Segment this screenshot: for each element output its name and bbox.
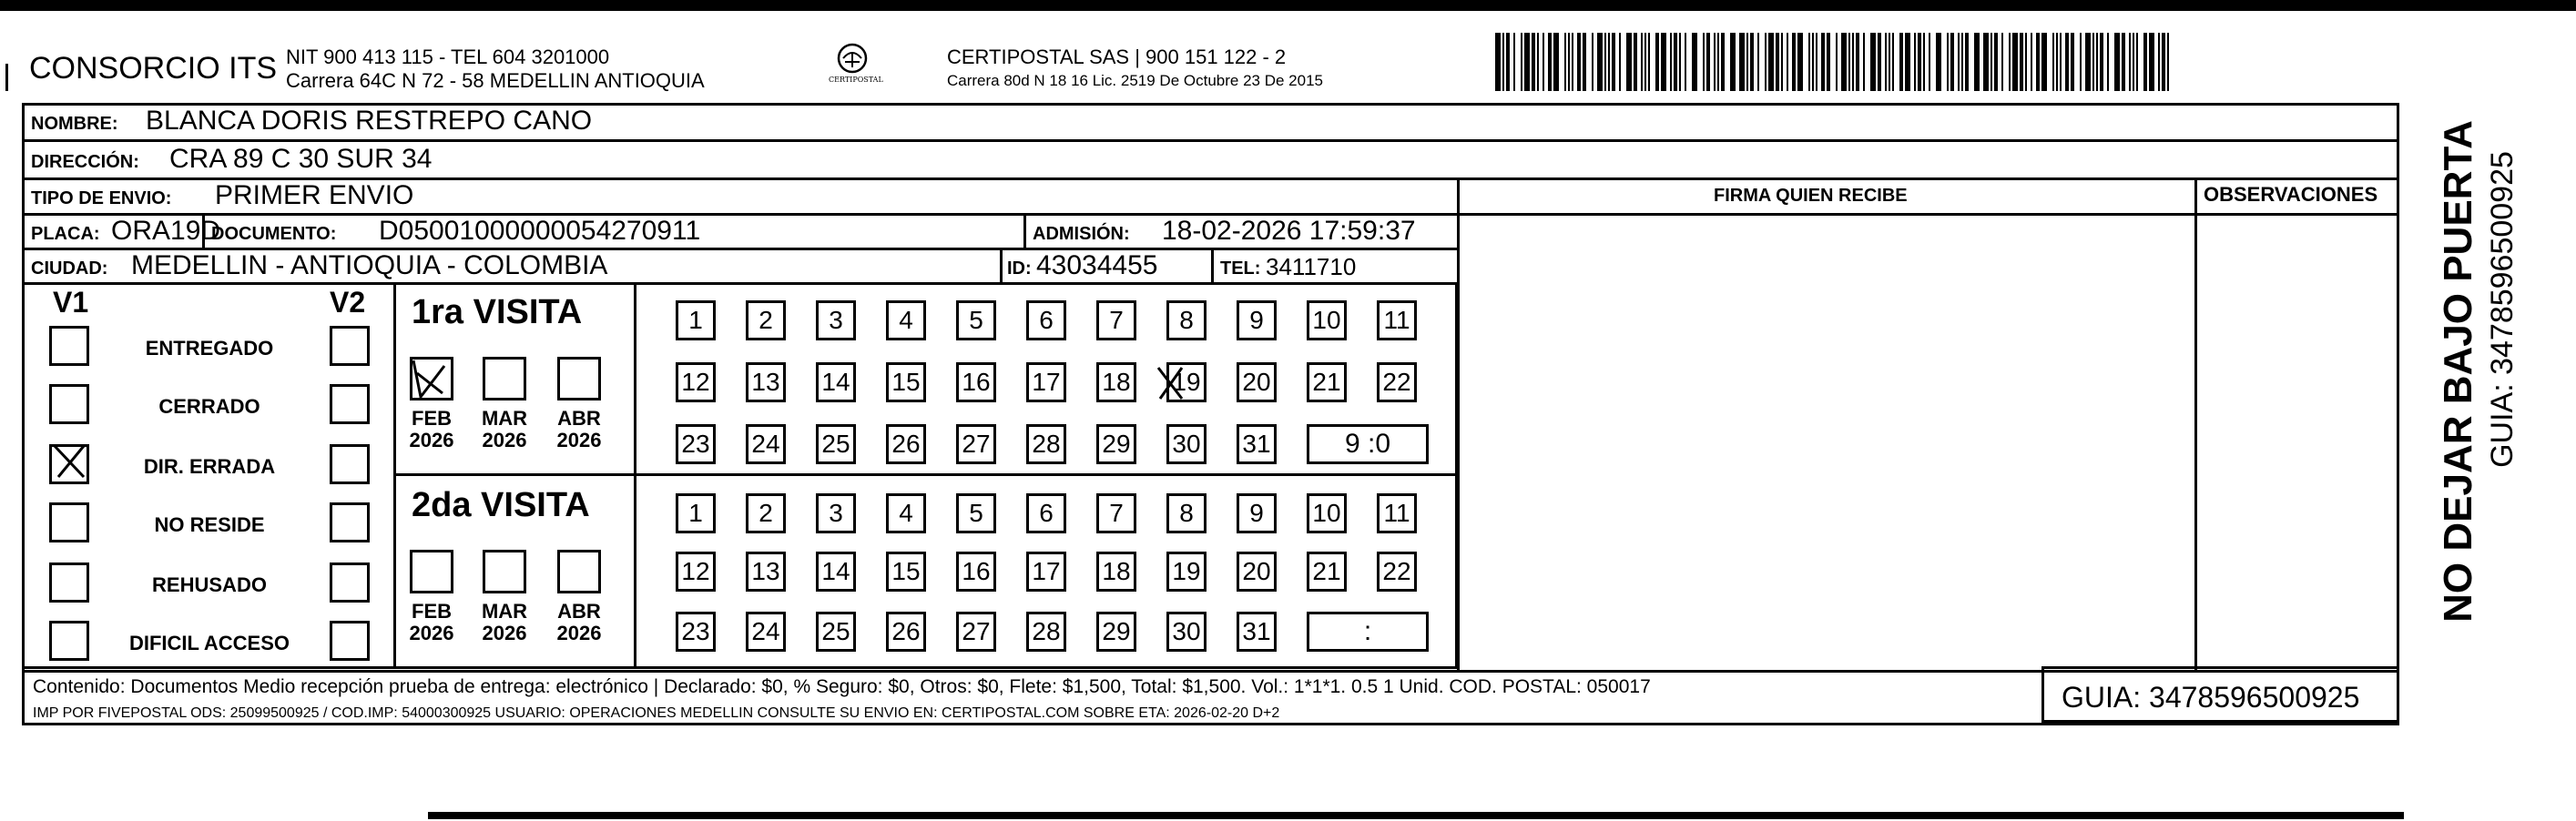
barcode-bar	[1506, 33, 1510, 91]
day-box[interactable]: 1	[676, 493, 716, 533]
day-box[interactable]: 16	[956, 552, 996, 592]
barcode-bar	[1592, 33, 1593, 91]
month-year: 2026	[482, 622, 527, 645]
barcode-bar	[2129, 33, 2131, 91]
barcode-bar	[1661, 33, 1666, 91]
day-box[interactable]: 21	[1307, 552, 1347, 592]
day-box[interactable]: 13	[746, 362, 786, 402]
ciudad-value: MEDELLIN - ANTIOQUIA - COLOMBIA	[131, 250, 608, 280]
month-label	[477, 408, 532, 451]
day-box[interactable]: 14	[816, 362, 856, 402]
col-line-tel	[1211, 248, 1214, 284]
v1-checkbox[interactable]	[49, 502, 89, 542]
barcode-bar	[1730, 33, 1736, 91]
barcode-bar	[1983, 33, 1989, 91]
barcode-bar	[1706, 33, 1710, 91]
barcode-bar	[1537, 33, 1539, 91]
barcode-bar	[1577, 33, 1581, 91]
tipo-envio-value: PRIMER ENVIO	[215, 180, 414, 210]
placa-value: ORA19D	[111, 216, 221, 246]
day-box[interactable]: 30	[1166, 612, 1207, 652]
barcode-bar	[1568, 33, 1570, 91]
barcode-bar	[1679, 33, 1681, 91]
barcode-bar	[1852, 33, 1854, 91]
barcode-bar	[2149, 33, 2154, 91]
barcode-bar	[1947, 33, 1949, 91]
barcode-bar	[1608, 33, 1610, 91]
company-address: Carrera 64C N 72 - 58 MEDELLIN ANTIOQUIA	[286, 69, 705, 92]
row-line-1	[22, 139, 2399, 142]
barcode-bar	[1746, 33, 1748, 91]
barcode-bar	[1670, 33, 1672, 91]
reason-label: REHUSADO	[152, 573, 267, 596]
barcode-bar	[1816, 33, 1817, 91]
day-box[interactable]: 6	[1026, 493, 1066, 533]
time-box-second[interactable]: :	[1307, 612, 1429, 652]
day-box[interactable]: 4	[886, 300, 926, 340]
nombre-value: BLANCA DORIS RESTREPO CANO	[146, 106, 593, 136]
barcode-bar	[2092, 33, 2094, 91]
barcode-bar	[1905, 33, 1910, 91]
barcode-bar	[1929, 33, 1930, 91]
barcode-bar	[1914, 33, 1916, 91]
barcode-bar	[1848, 33, 1850, 91]
bottom-edge-line	[428, 812, 2404, 819]
day-box[interactable]: 15	[886, 362, 926, 402]
day-box[interactable]: 26	[886, 424, 926, 464]
barcode-bar	[2036, 33, 2040, 91]
day-box[interactable]: 1	[676, 300, 716, 340]
v2-checkbox[interactable]	[330, 563, 370, 603]
footer-left-border	[22, 666, 25, 725]
footer-bottom-line	[22, 723, 2399, 725]
day-box[interactable]: 25	[816, 424, 856, 464]
day-box[interactable]: 5	[956, 300, 996, 340]
v2-label: V2	[330, 286, 366, 319]
day-box[interactable]: 6	[1026, 300, 1066, 340]
carrier-name: CERTIPOSTAL SAS | 900 151 122 - 2	[947, 46, 1287, 68]
month-name: MAR	[481, 407, 528, 430]
day-box[interactable]: 29	[1096, 612, 1136, 652]
barcode-bar	[1768, 33, 1774, 91]
barcode-bar	[1674, 33, 1677, 91]
day-box[interactable]: 7	[1096, 493, 1136, 533]
month-name: FEB	[412, 407, 452, 430]
barcode	[1495, 33, 2174, 91]
side-warning: NO DEJAR BAJO PUERTA	[2436, 120, 2480, 623]
observaciones-header: OBSERVACIONES	[2204, 183, 2378, 206]
barcode-bar	[2071, 33, 2074, 91]
day-box[interactable]: 25	[816, 612, 856, 652]
barcode-bar	[1836, 33, 1838, 91]
barcode-bar	[2136, 33, 2138, 91]
day-box[interactable]: 9	[1237, 300, 1277, 340]
barcode-bar	[1787, 33, 1788, 91]
day-box[interactable]: 18	[1096, 552, 1136, 592]
direccion-value: CRA 89 C 30 SUR 34	[169, 144, 433, 174]
day-box[interactable]: 23	[676, 612, 716, 652]
barcode-bar	[1721, 33, 1725, 91]
day-box[interactable]: 28	[1026, 612, 1066, 652]
side-guia: GUIA: 3478596500925	[2485, 151, 2520, 468]
day-box[interactable]: 22	[1377, 362, 1417, 402]
barcode-bar	[2065, 33, 2069, 91]
time-box-first[interactable]: 9 :0	[1307, 424, 1429, 464]
barcode-bar	[1821, 33, 1825, 91]
day-box[interactable]: 19	[1166, 362, 1207, 402]
firma-header: FIRMA QUIEN RECIBE	[1714, 186, 1908, 206]
day-box[interactable]: 2	[746, 300, 786, 340]
barcode-bar	[2041, 33, 2047, 91]
month-checkbox-mar[interactable]	[483, 550, 526, 593]
day-box[interactable]: 3	[816, 300, 856, 340]
month-year: 2026	[409, 429, 454, 452]
documento-label: DOCUMENTO:	[211, 224, 337, 244]
header-underline-firma	[1457, 213, 2399, 216]
day-box[interactable]: 21	[1307, 362, 1347, 402]
barcode-bar	[1685, 33, 1686, 91]
v2-checkbox[interactable]	[330, 444, 370, 484]
barcode-bar	[1885, 33, 1887, 91]
v1-checkbox[interactable]	[49, 621, 89, 661]
barcode-bar	[1648, 33, 1650, 91]
barcode-bar	[2025, 33, 2027, 91]
day-box[interactable]: 22	[1377, 552, 1417, 592]
day-box[interactable]: 14	[816, 552, 856, 592]
day-box[interactable]: 4	[886, 493, 926, 533]
month-name: FEB	[412, 600, 452, 623]
v2-checkbox[interactable]	[330, 502, 370, 542]
tipo-envio-label: TIPO DE ENVIO:	[31, 188, 172, 208]
month-label	[477, 601, 532, 644]
day-box[interactable]: 8	[1166, 300, 1207, 340]
v2-checkbox[interactable]	[330, 384, 370, 424]
footer-content-line: Contenido: Documentos Medio recepción prueba de entrega: electrónico | Declarado: $0, % Seguro: $0, Otros: $0, Flete: $1,500, Total: $1,500. Vol.: 1*1*1. 0.5 1 Unid. COD. POSTAL: 050017	[33, 676, 1651, 697]
barcode-bar	[1502, 33, 1504, 91]
day-box[interactable]: 12	[676, 552, 716, 592]
left-edge-tick	[5, 64, 8, 91]
day-box[interactable]: 11	[1377, 300, 1417, 340]
barcode-bar	[2143, 33, 2147, 91]
barcode-bar	[2107, 33, 2109, 91]
carrier-address: Carrera 80d N 18 16 Lic. 2519 De Octubre 23 De 2015	[947, 72, 1323, 89]
barcode-bar	[1583, 33, 1586, 91]
col-line-observaciones	[2194, 177, 2197, 673]
barcode-bar	[1878, 33, 1881, 91]
barcode-bar	[1812, 33, 1814, 91]
barcode-bar	[2122, 33, 2125, 91]
month-name: ABR	[557, 407, 601, 430]
barcode-bar	[1918, 33, 1921, 91]
day-box[interactable]: 23	[676, 424, 716, 464]
month-checkbox-abr[interactable]	[557, 550, 601, 593]
nombre-label: NOMBRE:	[31, 114, 118, 134]
barcode-bar	[2001, 33, 2003, 91]
barcode-bar	[1543, 33, 1544, 91]
barcode-bar	[1863, 33, 1865, 91]
day-box[interactable]: 5	[956, 493, 996, 533]
day-box[interactable]: 31	[1237, 424, 1277, 464]
day-box[interactable]: 7	[1096, 300, 1136, 340]
reason-label: DIR. ERRADA	[143, 455, 276, 478]
barcode-bar	[2012, 33, 2018, 91]
visits-right-border	[1455, 282, 1458, 666]
certipostal-logo	[825, 42, 883, 89]
barcode-bar	[2020, 33, 2023, 91]
day-box[interactable]: 10	[1307, 300, 1347, 340]
month-checkbox-mar[interactable]	[483, 357, 526, 400]
admision-label: ADMISIÓN:	[1033, 224, 1130, 244]
barcode-bar	[1553, 33, 1559, 91]
direccion-label: DIRECCIÓN:	[31, 152, 139, 172]
placa-label: PLACA:	[31, 224, 100, 244]
col-line-admision	[1023, 213, 1026, 249]
barcode-bar	[2167, 33, 2169, 91]
barcode-bar	[1792, 33, 1796, 91]
day-box[interactable]: 10	[1307, 493, 1347, 533]
logo-caption: CERTIPOSTAL	[829, 76, 883, 84]
day-box[interactable]: 17	[1026, 552, 1066, 592]
company-nit: NIT 900 413 115 - TEL 604 3201000	[286, 46, 610, 68]
barcode-bar	[1765, 33, 1767, 91]
day-box[interactable]: 8	[1166, 493, 1207, 533]
day-box[interactable]: 26	[886, 612, 926, 652]
visits-divider-horizontal	[393, 473, 1457, 476]
barcode-bar	[1974, 33, 1980, 91]
barcode-bar	[2031, 33, 2032, 91]
barcode-bar	[1776, 33, 1779, 91]
barcode-bar	[1717, 33, 1719, 91]
month-label	[552, 408, 606, 451]
day-box[interactable]: 12	[676, 362, 716, 402]
barcode-bar	[1961, 33, 1963, 91]
barcode-bar	[1797, 33, 1803, 91]
barcode-bar	[1994, 33, 1998, 91]
barcode-bar	[1655, 33, 1659, 91]
barcode-bar	[1889, 33, 1890, 91]
barcode-bar	[1703, 33, 1705, 91]
documento-value: D05001000000054270911	[379, 216, 701, 246]
barcode-bar	[1923, 33, 1925, 91]
day-box[interactable]: 13	[746, 552, 786, 592]
footer-right-border	[2397, 666, 2399, 725]
barcode-bar	[2009, 33, 2011, 91]
barcode-bar	[1991, 33, 1992, 91]
day-box[interactable]: 20	[1237, 362, 1277, 402]
barcode-bar	[1808, 33, 1810, 91]
day-box[interactable]: 28	[1026, 424, 1066, 464]
barcode-bar	[1739, 33, 1745, 91]
barcode-bar	[2133, 33, 2134, 91]
first-visit-title: 1ra VISITA	[412, 293, 583, 331]
v2-checkbox[interactable]	[330, 326, 370, 366]
day-box[interactable]: 27	[956, 424, 996, 464]
barcode-bar	[1612, 33, 1615, 91]
barcode-bar	[2100, 33, 2103, 91]
month-year: 2026	[556, 429, 602, 452]
day-box[interactable]: 11	[1377, 493, 1417, 533]
day-box[interactable]: 16	[956, 362, 996, 402]
barcode-bar	[1950, 33, 1954, 91]
day-box[interactable]: 15	[886, 552, 926, 592]
month-checkbox-abr[interactable]	[557, 357, 601, 400]
barcode-bar	[1641, 33, 1643, 91]
barcode-bar	[1856, 33, 1859, 91]
barcode-bar	[2060, 33, 2062, 91]
v1-checkbox[interactable]	[49, 326, 89, 366]
barcode-bar	[2114, 33, 2120, 91]
tel-label: TEL:	[1220, 258, 1261, 279]
month-name: MAR	[481, 600, 528, 623]
v1-label: V1	[53, 286, 89, 319]
barcode-bar	[1841, 33, 1847, 91]
month-checkbox-feb[interactable]	[410, 550, 453, 593]
day-box[interactable]: 9	[1237, 493, 1277, 533]
day-box[interactable]: 29	[1096, 424, 1136, 464]
barcode-bar	[1619, 33, 1621, 91]
barcode-bar	[1958, 33, 1960, 91]
barcode-bar	[1714, 33, 1716, 91]
barcode-bar	[1521, 33, 1522, 91]
reason-label: NO RESIDE	[154, 513, 265, 536]
day-box[interactable]: 20	[1237, 552, 1277, 592]
barcode-bar	[2162, 33, 2165, 91]
barcode-bar	[1936, 33, 1941, 91]
id-value: 43034455	[1036, 250, 1158, 280]
top-edge-line	[0, 0, 2576, 11]
barcode-bar	[1495, 33, 1501, 91]
v2-checkbox[interactable]	[330, 621, 370, 661]
day-box[interactable]: 18	[1096, 362, 1136, 402]
v1-checkbox[interactable]	[49, 384, 89, 424]
month-label	[404, 601, 459, 644]
barcode-bar	[2096, 33, 2098, 91]
day-box[interactable]: 2	[746, 493, 786, 533]
ciudad-label: CIUDAD:	[31, 258, 108, 279]
day-box[interactable]: 24	[746, 612, 786, 652]
barcode-bar	[1513, 33, 1515, 91]
footer-guia: GUIA: 3478596500925	[2062, 681, 2360, 714]
day-box[interactable]: 17	[1026, 362, 1066, 402]
barcode-bar	[1564, 33, 1566, 91]
visits-bottom-line	[22, 666, 1457, 669]
barcode-bar	[1548, 33, 1552, 91]
footer-info-line: IMP POR FIVEPOSTAL ODS: 25099500925 / COD.IMP: 54000300925 USUARIO: OPERACIONES MEDELLIN CONSULTE SU ENVIO EN: CERTIPOSTAL.COM SOBRE ETA: 2026-02-20 D+2	[33, 705, 1280, 721]
day-box[interactable]: 19	[1166, 552, 1207, 592]
day-box[interactable]: 30	[1166, 424, 1207, 464]
day-box[interactable]: 3	[816, 493, 856, 533]
barcode-bar	[2158, 33, 2160, 91]
barcode-bar	[2052, 33, 2054, 91]
barcode-bar	[1781, 33, 1783, 91]
month-checkbox-feb[interactable]	[410, 357, 453, 400]
barcode-bar	[1899, 33, 1903, 91]
month-label	[404, 408, 459, 451]
col-line-id	[1000, 248, 1003, 284]
v1-checkbox[interactable]	[49, 444, 89, 484]
v1-checkbox[interactable]	[49, 563, 89, 603]
barcode-bar	[1750, 33, 1754, 91]
barcode-bar	[1572, 33, 1573, 91]
barcode-bar	[1757, 33, 1759, 91]
barcode-bar	[1532, 33, 1535, 91]
month-year: 2026	[556, 622, 602, 645]
day-box[interactable]: 31	[1237, 612, 1277, 652]
barcode-bar	[1827, 33, 1830, 91]
barcode-bar	[2056, 33, 2058, 91]
barcode-bar	[1634, 33, 1637, 91]
barcode-bar	[1965, 33, 1969, 91]
barcode-bar	[2085, 33, 2091, 91]
barcode-bar	[1892, 33, 1894, 91]
barcode-bar	[1597, 33, 1603, 91]
barcode-bar	[1604, 33, 1606, 91]
reason-label: ENTREGADO	[145, 337, 274, 360]
barcode-bar	[1644, 33, 1646, 91]
tel-value: 3411710	[1266, 253, 1357, 280]
month-label	[552, 601, 606, 644]
barcode-bar	[1692, 33, 1697, 91]
company-name: CONSORCIO ITS	[29, 51, 278, 86]
month-year: 2026	[409, 622, 454, 645]
day-box[interactable]: 24	[746, 424, 786, 464]
row-line-5	[22, 282, 1457, 285]
barcode-bar	[1870, 33, 1876, 91]
admision-value: 18-02-2026 17:59:37	[1162, 216, 1416, 246]
month-name: ABR	[557, 600, 601, 623]
barcode-bar	[1524, 33, 1530, 91]
reason-label: CERRADO	[158, 395, 260, 418]
second-visit-title: 2da VISITA	[412, 486, 590, 524]
month-year: 2026	[482, 429, 527, 452]
day-box[interactable]: 27	[956, 612, 996, 652]
reason-label: DIFICIL ACCESO	[128, 632, 290, 654]
barcode-bar	[1626, 33, 1632, 91]
id-label: ID:	[1007, 258, 1032, 279]
barcode-bar	[2080, 33, 2082, 91]
